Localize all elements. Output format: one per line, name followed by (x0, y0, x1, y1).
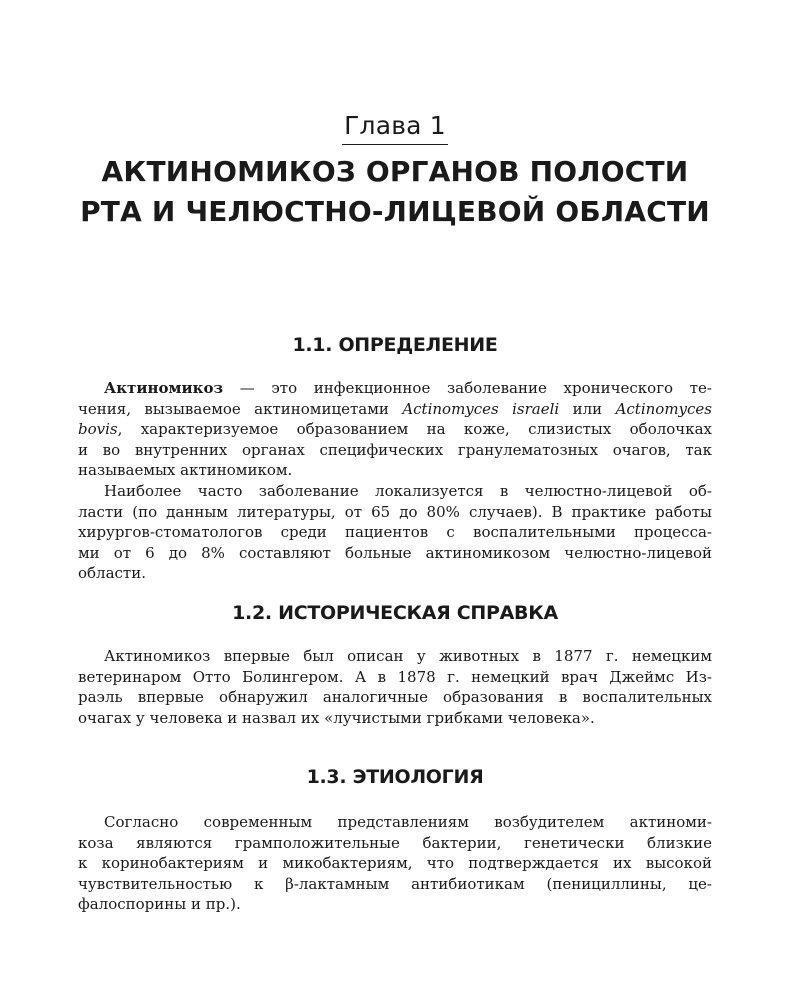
text-line: хирургов-стоматологов среди пациентов с воспалительными процесса- (78, 523, 712, 541)
section-heading-definition: 1.1. ОПРЕДЕЛЕНИЕ (292, 334, 498, 356)
text-line: чувствительностью к β-лактамным антибиотикам (пенициллины, це- (78, 874, 712, 893)
text-line: раэль впервые обнаружил аналогичные образования в воспалительных (78, 688, 712, 706)
text-line: Согласно современным представлениям возбудителем актиноми- (104, 813, 712, 831)
chapter-title (78, 152, 712, 232)
section-heading-etiology: 1.3. ЭТИОЛОГИЯ (306, 766, 484, 788)
text-line: и во внутренних органах специфических гранулематозных очагов, так (78, 440, 712, 459)
chapter-label-text: Глава 1 (342, 110, 448, 145)
text-line: Наиболее часто заболевание локализуется в челюстно-лицевой об- (104, 482, 712, 500)
chapter-label (78, 110, 712, 145)
text-line: фалоспорины и пр.). (78, 895, 241, 913)
text-span: , характеризуемое образованием на коже, слизистых оболочках (117, 420, 712, 438)
text-line: ветеринаром Отто Болингером. А в 1878 г. немецкий врач Джеймс Из- (78, 667, 712, 686)
chapter-title-line-2: РТА И ЧЕЛЮСТНО-ЛИЦЕВОЙ ОБЛАСТИ (80, 195, 710, 228)
paragraph-definition-1 (78, 378, 712, 481)
text-line (78, 419, 712, 440)
text-line: ласти (по данным литературы, от 65 до 80% случаев). В практике работы (78, 502, 712, 521)
species-name: Actinomyces israeli (402, 399, 560, 418)
paragraph-history (78, 646, 712, 728)
text-span: чения, вызываемое актиномицетами (78, 399, 403, 418)
text-line: ми от 6 до 8% составляют больные актиномикозом челюстно-лицевой (78, 543, 712, 562)
term-actinomycosis: Актиномикоз (104, 379, 224, 397)
section-heading-history: 1.2. ИСТОРИЧЕСКАЯ СПРАВКА (232, 602, 558, 624)
text-line (78, 399, 712, 420)
paragraph-definition-2 (78, 481, 712, 584)
text-line: коза являются грамположительные бактерии, генетически близкие (78, 833, 712, 852)
text-line (78, 378, 712, 399)
chapter-title-line-1: АКТИНОМИКОЗ ОРГАНОВ ПОЛОСТИ (101, 155, 689, 188)
text-span: — это инфекционное заболевание хронического те- (223, 379, 712, 397)
text-line: к коринобактериям и микобактериям, что подтверждается их высокой (78, 854, 712, 872)
text-line: называемых актиномиком. (78, 461, 293, 479)
text-span: или (559, 399, 616, 418)
species-name: bovis (78, 420, 118, 438)
paragraph-etiology (78, 812, 712, 915)
text-line: Актиномикоз впервые был описан у животных в 1877 г. немецким (104, 647, 712, 665)
text-line: очагах у человека и назвал их «лучистыми грибками человека». (78, 708, 595, 727)
species-name: Actinomyces (615, 399, 713, 418)
text-line: области. (78, 564, 146, 582)
